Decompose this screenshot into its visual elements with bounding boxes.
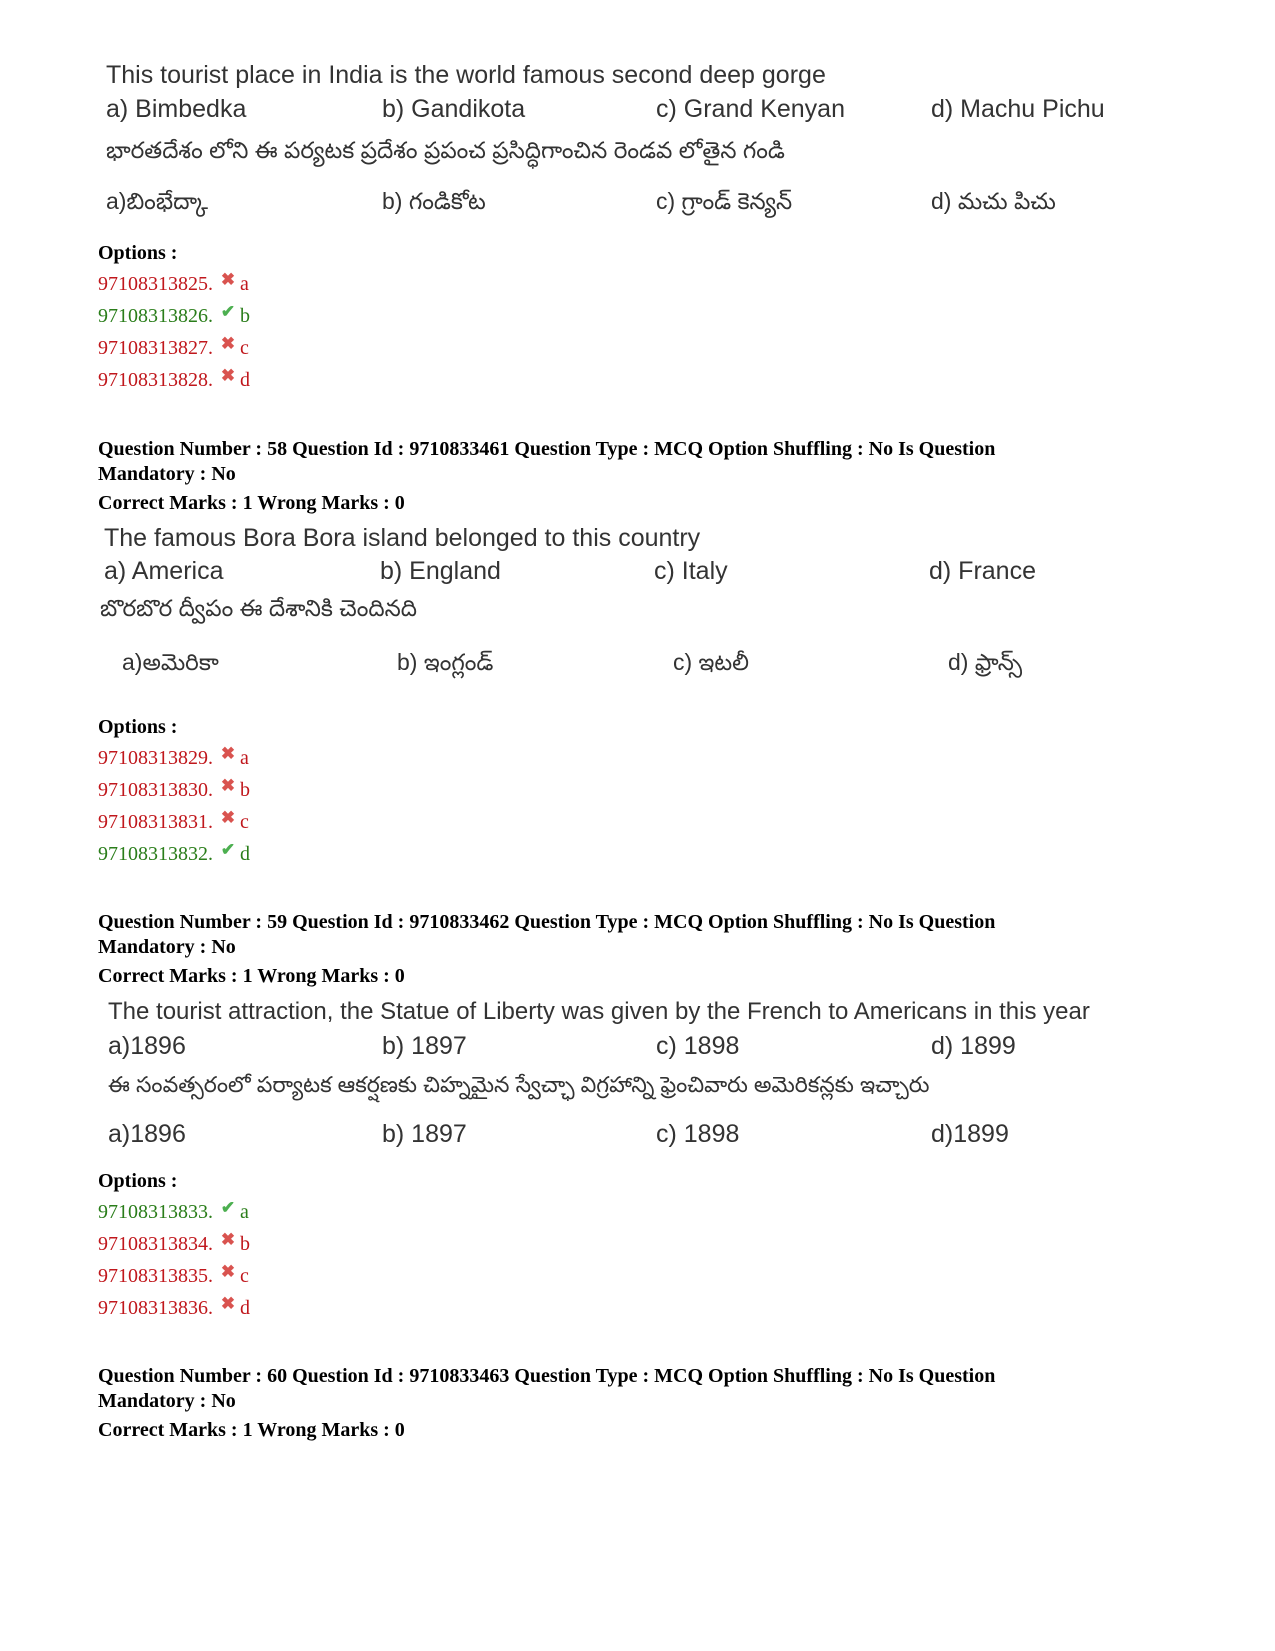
option-letter: b	[240, 305, 250, 327]
q59-option-en-a: a)1896	[108, 1032, 186, 1060]
cross-icon: ✖	[220, 334, 236, 353]
option-id: 97108313836.	[98, 1297, 213, 1319]
option-letter: a	[240, 747, 249, 769]
option-letter: b	[240, 1233, 250, 1255]
q57-option-en-b: b) Gandikota	[382, 95, 526, 123]
q57-option-te-d: d) మచు పిచు	[931, 188, 1056, 214]
q59-option-te-c: c) 1898	[656, 1120, 740, 1148]
option-id: 97108313827.	[98, 337, 213, 359]
q59-option-d	[98, 1294, 250, 1320]
q59-option-te-d: d)1899	[931, 1120, 1009, 1148]
q58-question-text-en: The famous Bora Bora island belonged to this country	[104, 524, 701, 552]
q57-option-en-a: a) Bimbedka	[106, 95, 247, 123]
cross-icon: ✖	[220, 744, 236, 763]
q59-meta-line2: Mandatory : No	[98, 936, 236, 958]
q60-meta-line2: Mandatory : No	[98, 1390, 236, 1412]
q59-option-en-b: b) 1897	[382, 1032, 467, 1060]
cross-icon: ✖	[220, 1262, 236, 1281]
q58-option-en-c: c) Italy	[654, 557, 728, 585]
q59-option-te-a: a)1896	[108, 1120, 186, 1148]
option-id: 97108313833.	[98, 1201, 213, 1223]
q58-option-te-a: a)అమెరికా	[122, 649, 219, 675]
option-letter: c	[240, 337, 249, 359]
check-icon: ✔	[220, 840, 236, 859]
q57-option-en-c: c) Grand Kenyan	[656, 95, 845, 123]
q58-header	[98, 437, 995, 487]
q59-option-en-d: d) 1899	[931, 1032, 1016, 1060]
cross-icon: ✖	[220, 270, 236, 289]
q57-option-c	[98, 334, 249, 360]
q57-option-te-b: b) గండికోట	[382, 188, 486, 214]
q57-options-label: Options :	[98, 242, 178, 264]
q58-option-te-c: c) ఇటలీ	[673, 649, 750, 675]
option-id: 97108313828.	[98, 369, 213, 391]
q58-option-a	[98, 744, 249, 770]
option-letter: d	[240, 369, 250, 391]
q57-option-a	[98, 270, 249, 296]
q58-option-c	[98, 808, 249, 834]
option-letter: c	[240, 1265, 249, 1287]
q57-option-b	[98, 302, 250, 328]
q59-option-en-c: c) 1898	[656, 1032, 740, 1060]
q58-meta-line2: Mandatory : No	[98, 463, 236, 485]
option-letter: a	[240, 1201, 249, 1223]
q59-options-label: Options :	[98, 1170, 178, 1192]
option-id: 97108313826.	[98, 305, 213, 327]
option-letter: d	[240, 1297, 250, 1319]
q60-meta-line1: Question Number : 60 Question Id : 9710833463 Question Type : MCQ Option Shuffling : No Is Question	[98, 1365, 996, 1387]
option-id: 97108313835.	[98, 1265, 213, 1287]
q57-question-text-en: This tourist place in India is the world famous second deep gorge	[106, 61, 826, 89]
q59-option-c	[98, 1262, 249, 1288]
q59-meta-line1: Question Number : 59 Question Id : 9710833462 Question Type : MCQ Option Shuffling : No Is Question	[98, 911, 996, 933]
option-letter: a	[240, 273, 249, 295]
cross-icon: ✖	[220, 1230, 236, 1249]
option-id: 97108313831.	[98, 811, 213, 833]
q59-question-text-te: ఈ సంవత్సరంలో పర్యాటక ఆకర్షణకు చిహ్నమైన స్వేచ్ఛా విగ్రహాన్ని ఫ్రెంచివారు అమెరికన్లకు ఇచ్చారు	[108, 1072, 930, 1097]
q57-option-te-a: a)బింభేద్కా	[106, 188, 208, 214]
q57-question-text-te: భారతదేశం లోని ఈ పర్యటక ప్రదేశం ప్రపంచ ప్రసిద్ధిగాంచిన రెండవ లోతైన గండి	[106, 137, 785, 163]
option-id: 97108313832.	[98, 843, 213, 865]
q58-question-text-te: బొరబొర ద్వీపం ఈ దేశానికి చెందినది	[100, 595, 417, 621]
option-id: 97108313834.	[98, 1233, 213, 1255]
q58-option-en-d: d) France	[929, 557, 1036, 585]
q58-options-label: Options :	[98, 716, 178, 738]
option-id: 97108313825.	[98, 273, 213, 295]
q58-option-en-b: b) England	[380, 557, 501, 585]
q57-option-te-c: c) గ్రాండ్ కెన్యన్	[656, 188, 793, 214]
q58-option-en-a: a) America	[104, 557, 224, 585]
q58-option-b	[98, 776, 250, 802]
q59-question-text-en: The tourist attraction, the Statue of Liberty was given by the French to Americans in this year	[108, 998, 1090, 1025]
q57-option-d	[98, 366, 250, 392]
q58-option-te-d: d) ఫ్రాన్స్	[948, 649, 1023, 675]
q60-header	[98, 1364, 995, 1414]
option-letter: b	[240, 779, 250, 801]
q59-header	[98, 910, 995, 960]
check-icon: ✔	[220, 302, 236, 321]
check-icon: ✔	[220, 1198, 236, 1217]
q59-option-a	[98, 1198, 249, 1224]
cross-icon: ✖	[220, 1294, 236, 1313]
cross-icon: ✖	[220, 808, 236, 827]
q57-question-image	[0, 0, 1275, 240]
cross-icon: ✖	[220, 366, 236, 385]
q60-marks: Correct Marks : 1 Wrong Marks : 0	[98, 1419, 405, 1441]
q58-option-te-b: b) ఇంగ్లండ్	[397, 649, 494, 675]
q58-question-image	[0, 515, 1275, 715]
q59-question-image	[0, 990, 1275, 1160]
q58-meta-line1: Question Number : 58 Question Id : 9710833461 Question Type : MCQ Option Shuffling : No Is Question	[98, 438, 996, 460]
q57-option-en-d: d) Machu Pichu	[931, 95, 1105, 123]
option-letter: c	[240, 811, 249, 833]
option-id: 97108313830.	[98, 779, 213, 801]
q58-marks: Correct Marks : 1 Wrong Marks : 0	[98, 492, 405, 514]
q59-option-b	[98, 1230, 250, 1256]
q58-option-d	[98, 840, 250, 866]
option-id: 97108313829.	[98, 747, 213, 769]
cross-icon: ✖	[220, 776, 236, 795]
q59-marks: Correct Marks : 1 Wrong Marks : 0	[98, 965, 405, 987]
q59-option-te-b: b) 1897	[382, 1120, 467, 1148]
option-letter: d	[240, 843, 250, 865]
